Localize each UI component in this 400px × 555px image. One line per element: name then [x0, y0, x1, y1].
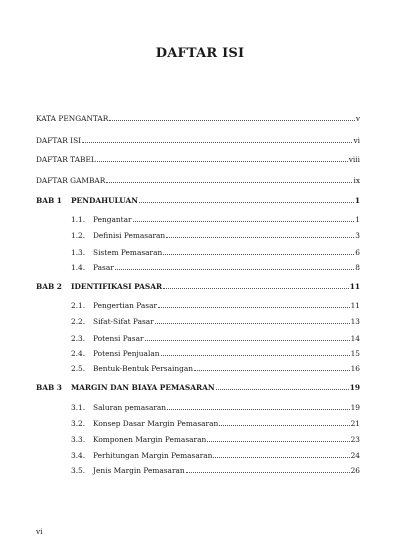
section-page: 14 — [350, 334, 360, 343]
dot-leader — [82, 141, 352, 143]
section-page: 19 — [350, 403, 360, 412]
section-page: 13 — [350, 317, 360, 326]
section-label: Bentuk-Bentuk Persaingan — [93, 364, 194, 373]
section-number: 2.3. — [71, 334, 86, 343]
dot-leader — [207, 440, 349, 442]
dot-leader — [167, 408, 350, 410]
dot-leader — [216, 388, 349, 390]
section-label: Sifat-Sifat Pasar — [93, 317, 154, 326]
toc-entry-label: KATA PENGANTAR — [36, 114, 109, 123]
section-label: Pengertian Pasar — [93, 301, 158, 310]
toc-entry-daftar-tabel[interactable] — [36, 155, 360, 164]
section-label: Konsep Dasar Margin Pemasaran — [93, 419, 219, 428]
toc-section[interactable] — [71, 451, 360, 460]
chapter-page: 11 — [349, 282, 360, 291]
section-label: Definisi Pemasaran — [93, 231, 166, 240]
section-label: Pasar — [93, 263, 114, 272]
section-label: Perhitungan Margin Pemasaran — [93, 451, 213, 460]
section-label: Sistem Pemasaran — [93, 248, 163, 257]
section-page: 21 — [350, 419, 360, 428]
chapter-page: 19 — [349, 383, 360, 392]
toc-entry-label: DAFTAR ISI — [36, 136, 82, 145]
toc-section[interactable] — [71, 248, 360, 257]
section-label: Jenis Margin Pemasaran — [93, 466, 185, 475]
section-number: 3.5. — [71, 466, 86, 475]
chapter-number: BAB 3 — [36, 383, 62, 392]
section-label: Potensi Penjualan — [93, 349, 160, 358]
toc-chapter-2[interactable] — [36, 282, 360, 291]
page-title: DAFTAR ISI — [155, 46, 245, 61]
section-number: 1.4. — [71, 263, 86, 272]
chapter-page: 1 — [354, 196, 360, 205]
toc-section[interactable] — [71, 317, 360, 326]
toc-section[interactable] — [71, 349, 360, 358]
section-label: Pengantar — [93, 215, 132, 224]
toc-section[interactable] — [71, 364, 360, 373]
dot-leader — [163, 287, 349, 289]
toc-chapter-1[interactable] — [36, 196, 360, 205]
toc-entry-page: viii — [348, 155, 360, 164]
dot-leader — [106, 181, 352, 183]
toc-section[interactable] — [71, 263, 360, 272]
section-number: 1.3. — [71, 248, 86, 257]
toc-section[interactable] — [71, 231, 360, 240]
toc-section[interactable] — [71, 215, 360, 224]
dot-leader — [97, 160, 348, 162]
section-number: 2.1. — [71, 301, 86, 310]
chapter-number: BAB 2 — [36, 282, 62, 291]
section-page: 8 — [355, 263, 360, 272]
dot-leader — [115, 268, 355, 270]
dot-leader — [194, 369, 350, 371]
chapter-label: MARGIN DAN BIAYA PEMASARAN — [71, 383, 215, 392]
dot-leader — [163, 253, 354, 255]
chapter-number: BAB 1 — [36, 196, 62, 205]
section-number: 3.1. — [71, 403, 86, 412]
dot-leader — [109, 119, 354, 121]
section-label: Komponen Margin Pemasaran — [93, 435, 207, 444]
section-page: 11 — [350, 301, 360, 310]
dot-leader — [155, 322, 350, 324]
section-page: 15 — [350, 349, 360, 358]
section-page: 24 — [350, 451, 360, 460]
toc-entry-page: ix — [353, 176, 360, 185]
section-number: 3.2. — [71, 419, 86, 428]
section-number: 1.2. — [71, 231, 86, 240]
dot-leader — [145, 339, 350, 341]
toc-entry-page: vi — [353, 136, 360, 145]
section-number: 1.1. — [71, 215, 86, 224]
chapter-label: PENDAHULUAN — [71, 196, 139, 205]
toc-entry-label: DAFTAR GAMBAR — [36, 176, 106, 185]
toc-entry-page: v — [355, 114, 360, 123]
section-label: Saluran pemasaran — [93, 403, 167, 412]
toc-entry-daftar-isi[interactable] — [36, 136, 360, 145]
section-page: 23 — [350, 435, 360, 444]
dot-leader — [139, 201, 354, 203]
dot-leader — [166, 236, 354, 238]
section-number: 2.4. — [71, 349, 86, 358]
dot-leader — [186, 471, 350, 473]
dot-leader — [158, 306, 350, 308]
toc-section[interactable] — [71, 301, 360, 310]
section-page: 1 — [355, 215, 360, 224]
toc-entry-daftar-gambar[interactable] — [36, 176, 360, 185]
toc-section[interactable] — [71, 403, 360, 412]
toc-section[interactable] — [71, 334, 360, 343]
section-number: 3.3. — [71, 435, 86, 444]
dot-leader — [213, 456, 349, 458]
dot-leader — [219, 424, 349, 426]
chapter-label: IDENTIFIKASI PASAR — [71, 282, 163, 291]
toc-section[interactable] — [71, 466, 360, 475]
section-label: Potensi Pasar — [93, 334, 144, 343]
toc-entry-label: DAFTAR TABEL — [36, 155, 96, 164]
section-page: 6 — [355, 248, 360, 257]
dot-leader — [133, 220, 355, 222]
section-number: 3.4. — [71, 451, 86, 460]
toc-section[interactable] — [71, 435, 360, 444]
section-page: 26 — [350, 466, 360, 475]
section-number: 2.5. — [71, 364, 86, 373]
dot-leader — [161, 354, 350, 356]
section-page: 16 — [350, 364, 360, 373]
toc-chapter-3[interactable] — [36, 383, 360, 392]
section-page: 3 — [355, 231, 360, 240]
toc-entry-kata-pengantar[interactable] — [36, 114, 360, 123]
toc-section[interactable] — [71, 419, 360, 428]
page-number: vi — [36, 527, 43, 536]
section-number: 2.2. — [71, 317, 86, 326]
